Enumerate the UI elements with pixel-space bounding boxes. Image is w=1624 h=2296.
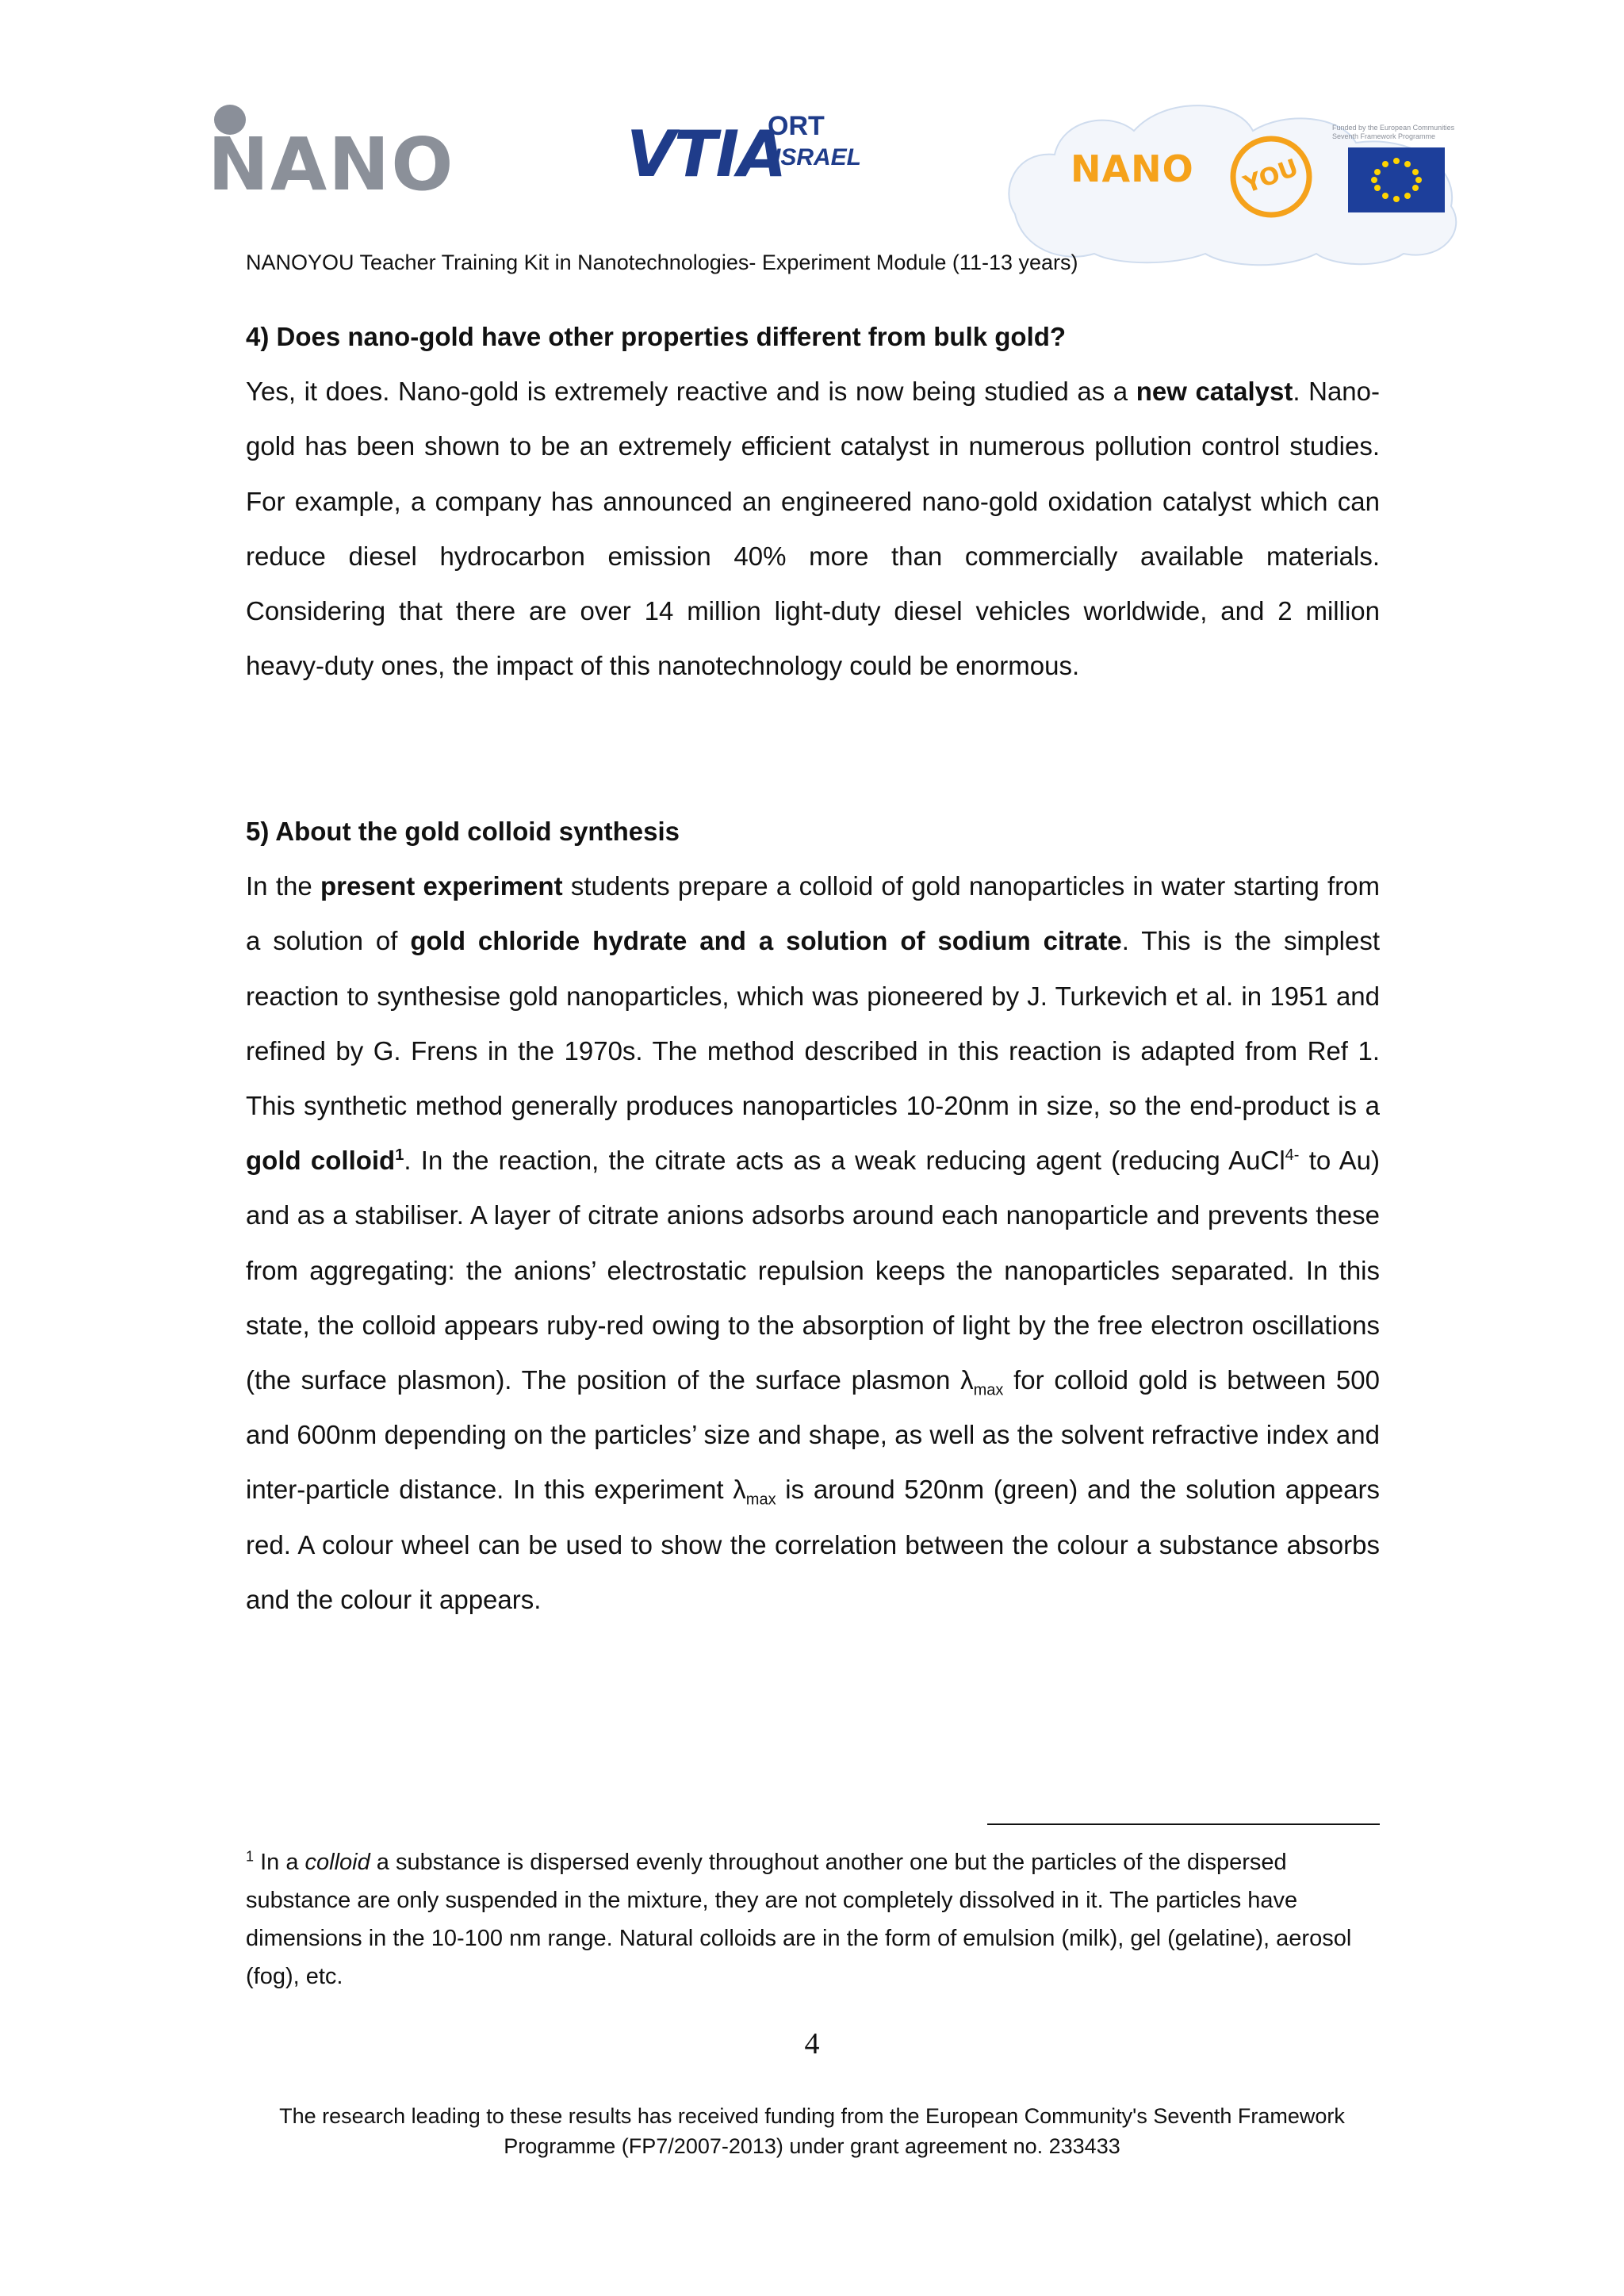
inano-logo-text: NANO <box>208 122 455 207</box>
section-5-heading: 5) About the gold colloid synthesis <box>246 817 680 846</box>
footnote-mark: 1 <box>246 1848 255 1865</box>
footnote: $^1$ In a colloid a substance is dispersed evenly throughout another one but the particles of the dispersed substance are only suspended in the mixture, they are not completely dissolved in it. The particles have dimensions in the 10-100 nm range. Natural colloids are in the form of emulsion (milk), gel (gelatine), aerosol (fog), etc. <box>246 1848 1352 1989</box>
gold-colloid-emphasis: gold colloid$^1$ <box>246 1146 404 1176</box>
footnote-ref: 1 <box>395 1146 404 1165</box>
charge-superscript: 4- <box>1285 1146 1300 1165</box>
eu-flag-icon <box>1348 147 1445 212</box>
nanoyou-you-icon <box>1228 133 1315 220</box>
section-4-paragraph: Yes, it does. Nano-gold is extremely reactive and is now being studied as a new catalyst. Nano-gold has been shown to be an extremely efficient catalyst in numerous pollution control studies. For example, a company has announced an engineered nano-gold oxidation catalyst which can reduce diesel hydrocarbon emission 40% more than commercially available materials. Considering that there are over 14 million light-duty diesel vehicles worldwide, and 2 million heavy-duty ones, the impact of this nanotechnology could be enormous. <box>246 377 1380 681</box>
israel-logo-sub: ISRAEL <box>774 144 862 170</box>
eu-funding-caption: Funded by the European Communities Seventh Framework Programme <box>1332 124 1455 140</box>
section-4-heading: 4) Does nano-gold have other properties different from bulk gold? <box>246 322 1067 351</box>
inano-logo <box>208 101 469 207</box>
ort-logo-text: VTIA <box>626 117 786 191</box>
colloid-emphasis: colloid <box>304 1850 370 1875</box>
footnote-separator <box>987 1823 1380 1825</box>
section-5 <box>246 804 1380 1627</box>
lambda-max-subscript-2: max <box>745 1491 776 1510</box>
present-experiment-emphasis: present experiment <box>320 871 563 901</box>
reagents-emphasis: gold chloride hydrate and a solution of sodium citrate <box>410 926 1122 956</box>
lambda-max-subscript: max <box>973 1381 1004 1399</box>
new-catalyst-emphasis: new catalyst <box>1136 377 1293 407</box>
page-number: 4 <box>804 2027 820 2061</box>
section-5-paragraph: In the present experiment students prepare a colloid of gold nanoparticles in water starting from a solution of gold chloride hydrate and a solution of sodium citrate. This is the simplest reaction to synthesise gold nanoparticles, which was pioneered by J. Turkevich et al. in 1951 and refined by G. Frens in the 1970s. The method described in this reaction is adapted from Ref 1. This synthetic method generally produces nanoparticles 10-20nm in size, so the end-product is a gold colloid$^1$. In the reaction, the citrate acts as a weak reducing agent (reducing AuCl$^{4-}$ to Au) and as a stabiliser. A layer of citrate anions adsorbs around each nanoparticle and prevents these from aggregating: the anions’ electrostatic repulsion keeps the nanoparticles separated. In this state, the colloid appears ruby-red owing to the absorption of light by the free electron oscillations (the surface plasmon). The position of the surface plasmon $\lambda_{max}$ for colloid gold is between 500 and 600nm depending on the particles’ size and shape, as well as the solvent refractive index and inter-particle distance. In this experiment $\lambda_{max}$ is around 520nm (green) and the solution appears red. A colour wheel can be used to show the correlation between the colour a substance absorbs and the colour it appears. <box>246 871 1381 1614</box>
funding-line-1: The research leading to these results has received funding from the European Community's Seventh Framework <box>279 2104 1345 2128</box>
funding-line-2: Programme (FP7/2007-2013) under grant agreement no. 233433 <box>504 2134 1120 2158</box>
nanoyou-logo-text: NANO <box>1071 147 1194 190</box>
running-header: NANOYOU Teacher Training Kit in Nanotechnologies- Experiment Module (11-13 years) <box>246 251 1078 274</box>
section-4 <box>246 309 1380 693</box>
ort-israel-logo <box>626 103 864 198</box>
ort-logo-sub: ORT <box>768 111 825 141</box>
funding-footer <box>238 2101 1386 2161</box>
nanoyou-you-text: YOU <box>1239 154 1302 200</box>
